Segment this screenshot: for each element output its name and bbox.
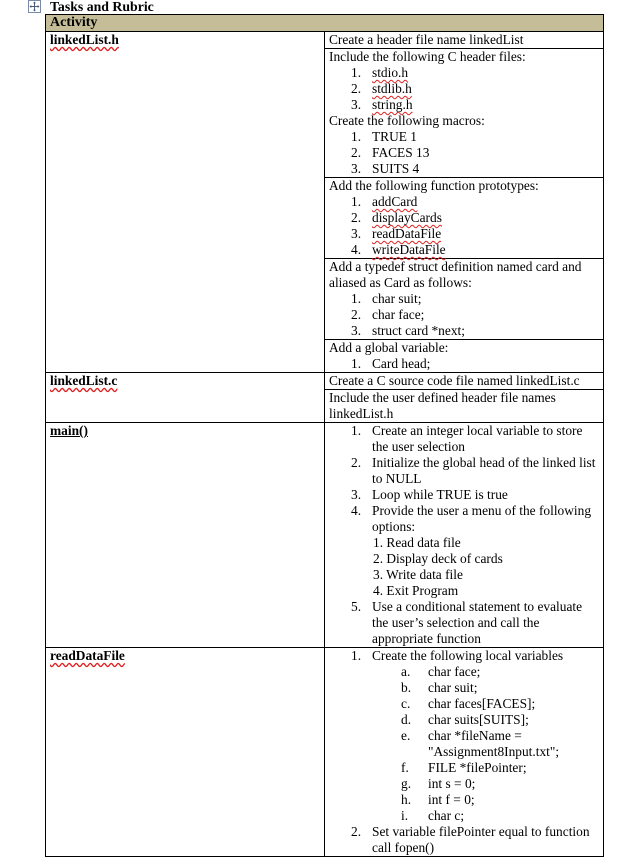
list-item: c. char faces[FACES]; <box>401 696 536 711</box>
numbered-list <box>329 599 599 647</box>
task-text: Create a header file name linkedList <box>329 32 524 47</box>
header-cell: Activity <box>46 15 604 32</box>
key-label: linkedList.c <box>50 373 118 388</box>
numbered-list <box>329 65 599 113</box>
list-item: 2. char face; <box>351 307 425 322</box>
task-cell <box>325 178 604 259</box>
task-intro: Add a typedef struct definition named card and aliased as Card as follows: <box>329 259 582 290</box>
list-item: 5. Use a conditional statement to evaluate the user’s selection and call the appropriate function <box>351 599 583 646</box>
key-cell <box>46 648 325 857</box>
task-cell <box>325 373 604 390</box>
list-item: 1. TRUE 1 <box>351 129 418 144</box>
list-item: h. int f = 0; <box>401 792 475 807</box>
lettered-list <box>329 664 599 824</box>
task-cell <box>325 340 604 373</box>
list-item: g. int s = 0; <box>401 776 476 791</box>
list-item: 3. string.h <box>351 97 413 112</box>
numbered-list <box>329 129 599 177</box>
list-item: e. char *fileName = "Assignment8Input.txt"; <box>401 728 560 759</box>
list-item: d. char suits[SUITS]; <box>401 712 529 727</box>
key-label: main() <box>50 423 88 438</box>
move-arrows-icon <box>29 1 40 12</box>
numbered-list <box>329 291 599 339</box>
table-header-row <box>46 15 604 32</box>
numbered-list <box>329 648 599 664</box>
table-move-handle[interactable] <box>28 0 41 13</box>
key-cell <box>46 32 325 373</box>
list-item: 1. char suit; <box>351 291 422 306</box>
task-intro: Create the following macros: <box>329 113 485 128</box>
list-item: 3. readDataFile <box>351 226 442 241</box>
task-intro: Add the following function prototypes: <box>329 178 539 193</box>
list-item: 1. Card head; <box>351 356 431 371</box>
task-text: Create a C source code file named linkedList.c <box>329 373 580 388</box>
list-item: 4. Provide the user a menu of the following options: <box>351 503 592 534</box>
list-item: 2. FACES 13 <box>351 145 430 160</box>
list-item: 2. Set variable filePointer equal to function call fopen() <box>351 824 590 855</box>
task-intro: Add a global variable: <box>329 340 449 355</box>
key-cell <box>46 373 325 423</box>
list-item: 1. stdio.h <box>351 65 409 80</box>
task-cell <box>325 49 604 178</box>
menu-option: 2. Display deck of cards <box>373 551 503 566</box>
list-item: 2. displayCards <box>351 210 442 225</box>
key-cell <box>46 423 325 648</box>
key-label: linkedList.h <box>50 32 119 47</box>
list-item: 3. Loop while TRUE is true <box>351 487 508 502</box>
table-row <box>46 423 604 648</box>
task-text: Include the user defined header file names linkedList.h <box>329 390 556 421</box>
list-item: 3. struct card *next; <box>351 323 465 338</box>
numbered-list <box>329 423 599 535</box>
table-row <box>46 648 604 857</box>
numbered-list <box>329 194 599 258</box>
task-cell <box>325 32 604 49</box>
list-item: i. char c; <box>401 808 465 823</box>
task-cell <box>325 390 604 423</box>
list-item: 1. Create the following local variables <box>351 648 564 663</box>
menu-option: 1. Read data file <box>373 535 461 550</box>
menu-option: 3. Write data file <box>373 567 463 582</box>
table-row <box>46 32 604 49</box>
list-item: 3. SUITS 4 <box>351 161 420 176</box>
list-item: a. char face; <box>401 664 481 679</box>
task-cell <box>325 423 604 648</box>
numbered-list <box>329 824 599 856</box>
rubric-table <box>45 14 604 857</box>
list-item: 2. Initialize the global head of the linked list to NULL <box>351 455 596 486</box>
key-label: readDataFile <box>50 648 125 663</box>
task-cell <box>325 259 604 340</box>
list-item: 4. writeDataFile <box>351 242 446 257</box>
list-item: 1. Create an integer local variable to store the user selection <box>351 423 583 454</box>
numbered-list <box>329 356 599 372</box>
task-cell <box>325 648 604 857</box>
list-item: f. FILE *filePointer; <box>401 760 527 775</box>
menu-option: 4. Exit Program <box>373 583 459 598</box>
section-title: Tasks and Rubric <box>50 0 154 14</box>
list-item: 1. addCard <box>351 194 418 209</box>
task-intro: Include the following C header files: <box>329 49 526 64</box>
table-row <box>46 373 604 390</box>
list-item: b. char suit; <box>401 680 478 695</box>
list-item: 2. stdlib.h <box>351 81 412 96</box>
